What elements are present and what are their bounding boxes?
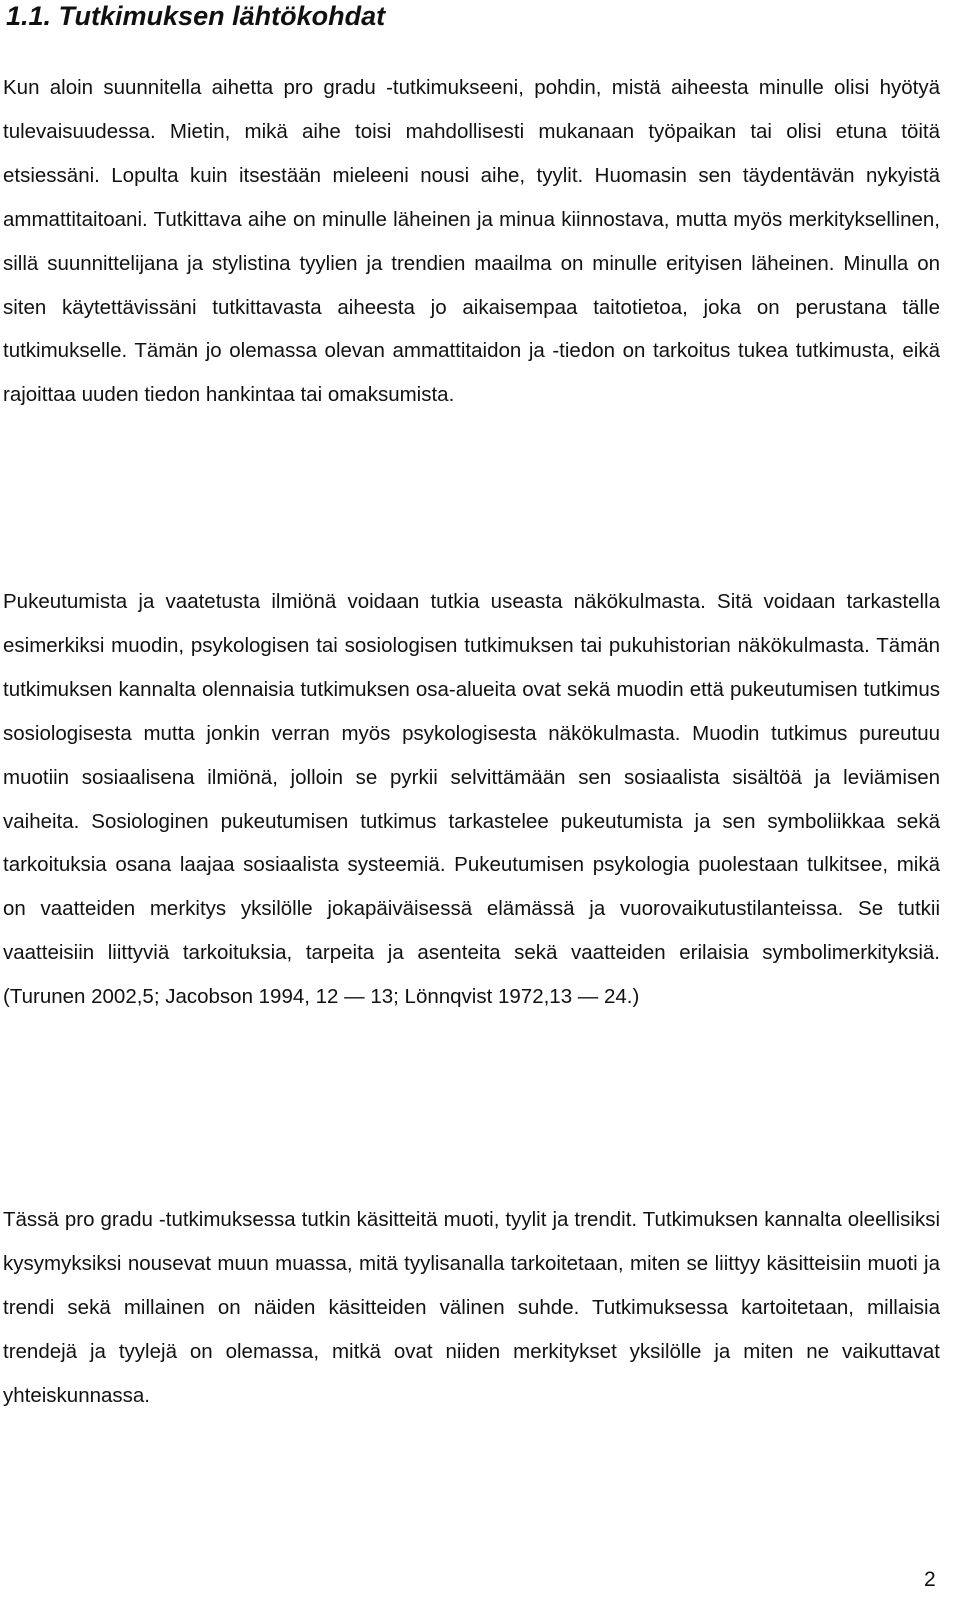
- body-paragraph-1: Kun aloin suunnitella aihetta pro gradu -tutkimukseeni, pohdin, mistä aiheesta minulle olisi hyötyä tulevaisuudessa. Mietin, mikä aihe toisi mahdollisesti mukanaan työpaikan tai olisi etuna töitä etsiessäni. Lopulta kuin itsestään mieleeni nousi aihe, tyylit. Huomasin sen täydentävän nykyistä ammattitaitoani. Tutkittava aihe on minulle läheinen ja minua kiinnostava, mutta myös merkityksellinen, sillä suunnittelijana ja stylistina tyylien ja trendien maailma on minulle erityisen läheinen. Minulla on siten käytettävissäni tutkittavasta aiheesta jo aikaisempaa taitotietoa, joka on perustana tälle tutkimukselle. Tämän jo olemassa olevan ammattitaidon ja -tiedon on tarkoitus tukea tutkimusta, eikä rajoittaa uuden tiedon hankintaa tai omaksumista.: [3, 76, 940, 407]
- body-paragraph-2: Pukeutumista ja vaatetusta ilmiönä voidaan tutkia useasta näkökulmasta. Sitä voidaan tarkastella esimerkiksi muodin, psykologisen tai sosiologisen tutkimuksen tai pukuhistorian näkökulmasta. Tämän tutkimuksen kannalta olennaisia tutkimuksen osa-alueita ovat sekä muodin että pukeutumisen tutkimus sosiologisesta mutta jonkin verran myös psykologisesta näkökulmasta. Muodin tutkimus pureutuu muotiin sosiaalisena ilmiönä, jolloin se pyrkii selvittämään sen sosiaalista sisältöä ja leviämisen vaiheita. Sosiologinen pukeutumisen tutkimus tarkastelee pukeutumista ja sen symboliikkaa sekä tarkoituksia osana laajaa sosiaalista systeemiä. Pukeutumisen psykologia puolestaan tulkitsee, mikä on vaatteiden merkitys yksilölle jokapäiväisessä elämässä ja vuorovaikutustilanteissa. Se tutkii vaatteisiin liittyviä tarkoituksia, tarpeita ja asenteita sekä vaatteiden erilaisia symbolimerkityksiä. (Turunen 2002,5; Jacobson 1994, 12 — 13; Lönnqvist 1972,13 — 24.): [3, 590, 940, 1009]
- section-heading: 1.1. Tutkimuksen lähtökohdat: [6, 1, 386, 31]
- body-paragraph-3: Tässä pro gradu -tutkimuksessa tutkin käsitteitä muoti, tyylit ja trendit. Tutkimuksen kannalta oleellisiksi kysymyksiksi nousevat muun muassa, mitä tyylisanalla tarkoitetaan, miten se liittyy käsitteisiin muoti ja trendi sekä millainen on näiden käsitteiden välinen suhde. Tutkimuksessa kartoitetaan, millaisia trendejä ja tyylejä on olemassa, mitkä ovat niiden merkitykset yksilölle ja miten ne vaikuttavat yhteiskunnassa.: [3, 1208, 940, 1407]
- page-number: 2: [924, 1568, 936, 1591]
